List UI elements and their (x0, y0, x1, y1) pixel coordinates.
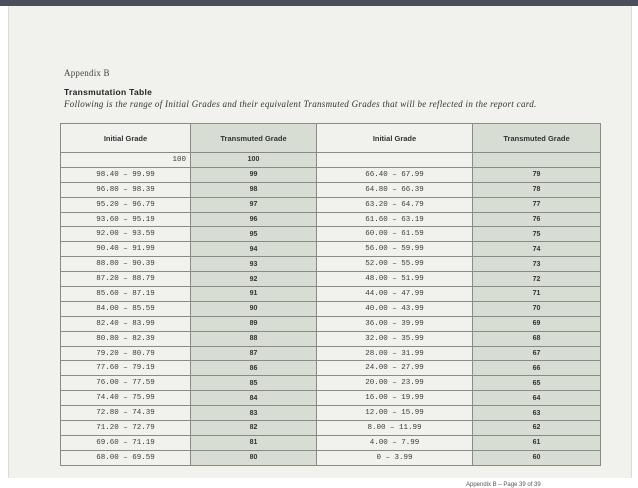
cell-initial-grade: 95.20 – 96.79 (61, 197, 191, 212)
cell-transmuted-grade: 67 (473, 346, 601, 361)
header-initial-grade: Initial Grade (61, 124, 191, 153)
cell-initial-grade: 98.40 – 99.99 (61, 167, 191, 182)
cell-transmuted-grade: 85 (191, 376, 317, 391)
table-row (61, 421, 601, 436)
cell-transmuted-grade: 87 (191, 346, 317, 361)
cell-transmuted-grade: 93 (191, 257, 317, 272)
cell-initial-grade: 88.80 – 90.39 (61, 257, 191, 272)
cell-initial-grade: 16.00 – 19.99 (317, 391, 473, 406)
table-row (61, 212, 601, 227)
cell-initial-grade: 61.60 – 63.19 (317, 212, 473, 227)
section-title: Transmutation Table (64, 87, 153, 97)
cell-initial-grade: 66.40 – 67.99 (317, 167, 473, 182)
header-transmuted-grade: Transmuted Grade (473, 124, 601, 153)
cell-initial-grade: 4.00 – 7.99 (317, 435, 473, 450)
cell-transmuted-grade (473, 153, 601, 168)
table-row (61, 331, 601, 346)
cell-initial-grade: 44.00 – 47.99 (317, 287, 473, 302)
cell-transmuted-grade: 88 (191, 331, 317, 346)
cell-transmuted-grade: 65 (473, 376, 601, 391)
cell-initial-grade: 85.60 – 87.19 (61, 287, 191, 302)
cell-transmuted-grade: 76 (473, 212, 601, 227)
cell-transmuted-grade: 79 (473, 167, 601, 182)
table-row (61, 182, 601, 197)
table-row (61, 287, 601, 302)
cell-transmuted-grade: 90 (191, 301, 317, 316)
table-row (61, 435, 601, 450)
cell-initial-grade: 40.00 – 43.99 (317, 301, 473, 316)
cell-initial-grade: 63.20 – 64.79 (317, 197, 473, 212)
cell-initial-grade: 80.80 – 82.39 (61, 331, 191, 346)
cell-initial-grade: 92.00 – 93.59 (61, 227, 191, 242)
table-row (61, 272, 601, 287)
cell-transmuted-grade: 62 (473, 421, 601, 436)
cell-transmuted-grade: 84 (191, 391, 317, 406)
cell-transmuted-grade: 64 (473, 391, 601, 406)
table-row (61, 406, 601, 421)
cell-initial-grade: 56.00 – 59.99 (317, 242, 473, 257)
cell-initial-grade: 77.60 – 79.19 (61, 361, 191, 376)
cell-transmuted-grade: 99 (191, 167, 317, 182)
cell-transmuted-grade: 77 (473, 197, 601, 212)
cell-transmuted-grade: 71 (473, 287, 601, 302)
table-row (61, 257, 601, 272)
cell-initial-grade: 79.20 – 80.79 (61, 346, 191, 361)
cell-transmuted-grade: 63 (473, 406, 601, 421)
cell-transmuted-grade: 96 (191, 212, 317, 227)
cell-initial-grade: 82.40 – 83.99 (61, 316, 191, 331)
transmutation-table (60, 123, 601, 466)
cell-transmuted-grade: 86 (191, 361, 317, 376)
cell-initial-grade: 52.00 – 55.99 (317, 257, 473, 272)
cell-transmuted-grade: 100 (191, 153, 317, 168)
cell-transmuted-grade: 82 (191, 421, 317, 436)
cell-transmuted-grade: 61 (473, 435, 601, 450)
cell-transmuted-grade: 94 (191, 242, 317, 257)
cell-initial-grade: 71.20 – 72.79 (61, 421, 191, 436)
cell-transmuted-grade: 81 (191, 435, 317, 450)
cell-initial-grade: 8.00 – 11.99 (317, 421, 473, 436)
cell-initial-grade: 64.80 – 66.39 (317, 182, 473, 197)
cell-initial-grade: 93.60 – 95.19 (61, 212, 191, 227)
cell-initial-grade: 60.00 – 61.59 (317, 227, 473, 242)
cell-transmuted-grade: 91 (191, 287, 317, 302)
table-row (61, 391, 601, 406)
cell-initial-grade: 84.00 – 85.59 (61, 301, 191, 316)
cell-initial-grade: 0 – 3.99 (317, 450, 473, 465)
cell-initial-grade (317, 153, 473, 168)
table-row (61, 376, 601, 391)
table-header-row (61, 124, 601, 153)
cell-initial-grade: 12.00 – 15.99 (317, 406, 473, 421)
cell-initial-grade: 24.00 – 27.99 (317, 361, 473, 376)
cell-initial-grade: 74.40 – 75.99 (61, 391, 191, 406)
cell-initial-grade: 76.00 – 77.59 (61, 376, 191, 391)
cell-transmuted-grade: 95 (191, 227, 317, 242)
cell-initial-grade: 87.20 – 88.79 (61, 272, 191, 287)
appendix-label: Appendix B (64, 68, 110, 78)
cell-initial-grade: 96.80 – 98.39 (61, 182, 191, 197)
cell-initial-grade: 28.00 – 31.99 (317, 346, 473, 361)
table-row (61, 301, 601, 316)
cell-transmuted-grade: 75 (473, 227, 601, 242)
cell-transmuted-grade: 70 (473, 301, 601, 316)
table-row (61, 450, 601, 465)
cell-transmuted-grade: 73 (473, 257, 601, 272)
cell-initial-grade: 72.80 – 74.39 (61, 406, 191, 421)
cell-transmuted-grade: 89 (191, 316, 317, 331)
table-row (61, 346, 601, 361)
intro-paragraph: Following is the range of Initial Grades and their equivalent Transmuted Grades that will be reflected in the report card. (64, 99, 537, 109)
cell-transmuted-grade: 72 (473, 272, 601, 287)
table-row (61, 242, 601, 257)
table-row (61, 361, 601, 376)
table-row (61, 153, 601, 168)
cell-initial-grade: 68.00 – 69.59 (61, 450, 191, 465)
cell-transmuted-grade: 68 (473, 331, 601, 346)
cell-transmuted-grade: 60 (473, 450, 601, 465)
cell-initial-grade: 90.40 – 91.99 (61, 242, 191, 257)
scanned-page (8, 6, 632, 488)
table-row (61, 167, 601, 182)
cell-transmuted-grade: 98 (191, 182, 317, 197)
cell-initial-grade: 36.00 – 39.99 (317, 316, 473, 331)
cell-initial-grade: 20.00 – 23.99 (317, 376, 473, 391)
cell-initial-grade: 100 (61, 153, 191, 168)
cell-initial-grade: 32.00 – 35.99 (317, 331, 473, 346)
cell-transmuted-grade: 92 (191, 272, 317, 287)
cell-initial-grade: 69.60 – 71.19 (61, 435, 191, 450)
cell-transmuted-grade: 74 (473, 242, 601, 257)
cell-transmuted-grade: 83 (191, 406, 317, 421)
cell-transmuted-grade: 66 (473, 361, 601, 376)
header-initial-grade: Initial Grade (317, 124, 473, 153)
cell-initial-grade: 48.00 – 51.99 (317, 272, 473, 287)
cell-transmuted-grade: 78 (473, 182, 601, 197)
cell-transmuted-grade: 80 (191, 450, 317, 465)
table-row (61, 227, 601, 242)
table-body (61, 153, 601, 466)
header-transmuted-grade: Transmuted Grade (191, 124, 317, 153)
table-row (61, 197, 601, 212)
table-row (61, 316, 601, 331)
cell-transmuted-grade: 69 (473, 316, 601, 331)
cell-transmuted-grade: 97 (191, 197, 317, 212)
page-footer: Appendix B – Page 39 of 39 (466, 482, 541, 488)
